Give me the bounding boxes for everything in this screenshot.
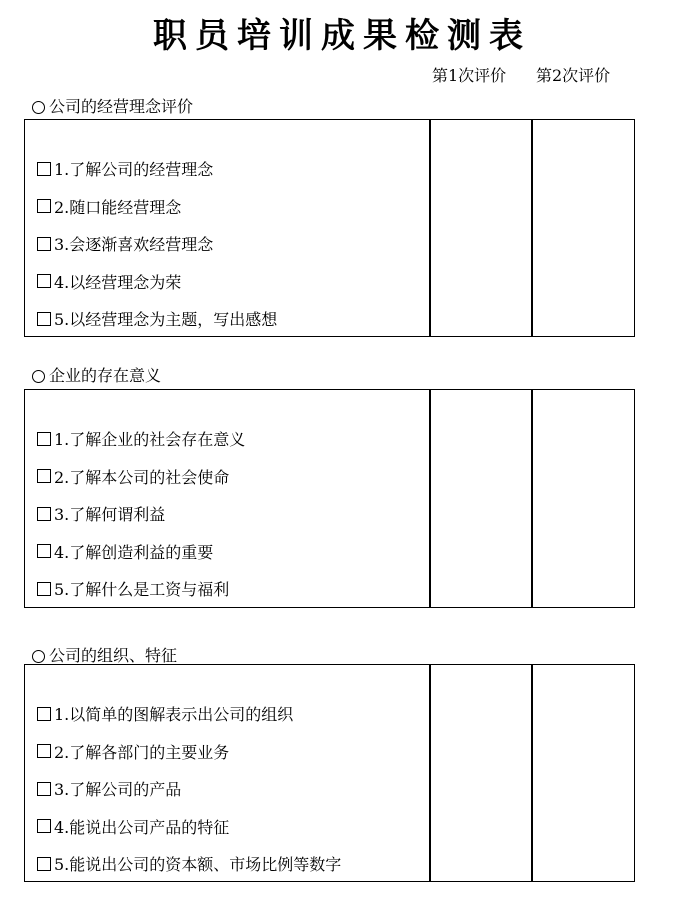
- checkbox-icon[interactable]: [37, 432, 51, 446]
- checkbox-icon[interactable]: [37, 237, 51, 251]
- item-label: 1.以简单的图解表示出公司的组织: [54, 705, 294, 725]
- section-box-business-philosophy: [24, 119, 635, 337]
- section-title-text: 企业的存在意义: [49, 366, 162, 385]
- circle-bullet-icon: [32, 650, 45, 663]
- section-title-enterprise-purpose: [32, 365, 161, 387]
- item-label: 1.了解公司的经营理念: [54, 160, 214, 180]
- circle-bullet-icon: [32, 101, 45, 114]
- checkbox-icon[interactable]: [37, 312, 51, 326]
- checkbox-icon[interactable]: [37, 507, 51, 521]
- checklist: [37, 695, 341, 883]
- list-item[interactable]: [37, 570, 245, 608]
- checkbox-icon[interactable]: [37, 469, 51, 483]
- second-evaluation-column-divider: [531, 120, 533, 336]
- checklist: [37, 420, 245, 608]
- list-item[interactable]: [37, 808, 341, 846]
- list-item[interactable]: [37, 263, 277, 301]
- list-item[interactable]: [37, 225, 277, 263]
- item-label: 2.了解本公司的社会使命: [54, 467, 230, 487]
- section-title-text: 公司的经营理念评价: [49, 97, 194, 116]
- item-label: 5.了解什么是工资与福利: [54, 580, 230, 600]
- item-label: 5.能说出公司的资本额、市场比例等数字: [54, 855, 342, 875]
- checklist: [37, 150, 277, 338]
- item-label: 1.了解企业的社会存在意义: [54, 430, 246, 450]
- second-evaluation-column-divider: [531, 665, 533, 881]
- list-item[interactable]: [37, 770, 341, 808]
- checkbox-icon[interactable]: [37, 782, 51, 796]
- first-evaluation-column-divider: [429, 665, 431, 881]
- checkbox-icon[interactable]: [37, 819, 51, 833]
- list-item[interactable]: [37, 150, 277, 188]
- section-title-text: 公司的组织、特征: [49, 646, 178, 665]
- item-label: 3.了解何谓利益: [54, 505, 166, 525]
- page-title: 职员培训成果检测表: [153, 16, 531, 56]
- item-label: 3.了解公司的产品: [54, 780, 182, 800]
- section-box-enterprise-purpose: [24, 389, 635, 608]
- item-label: 4.以经营理念为荣: [54, 272, 182, 292]
- list-item[interactable]: [37, 495, 245, 533]
- section-box-organization-features: [24, 664, 635, 882]
- item-label: 4.了解创造利益的重要: [54, 542, 214, 562]
- checkbox-icon[interactable]: [37, 744, 51, 758]
- item-label: 5.以经营理念为主题，写出感想: [54, 310, 278, 330]
- first-evaluation-column-divider: [429, 390, 431, 607]
- item-label: 4.能说出公司产品的特征: [54, 817, 230, 837]
- item-label: 2.随口能经营理念: [54, 197, 182, 217]
- list-item[interactable]: [37, 300, 277, 338]
- item-label: 2.了解各部门的主要业务: [54, 742, 230, 762]
- checkbox-icon[interactable]: [37, 199, 51, 213]
- checkbox-icon[interactable]: [37, 544, 51, 558]
- item-label: 3.会逐渐喜欢经营理念: [54, 235, 214, 255]
- first-evaluation-header: 第1次评价: [432, 66, 507, 85]
- second-evaluation-column-divider: [531, 390, 533, 607]
- first-evaluation-column-divider: [429, 120, 431, 336]
- list-item[interactable]: [37, 420, 245, 458]
- list-item[interactable]: [37, 458, 245, 496]
- list-item[interactable]: [37, 533, 245, 571]
- list-item[interactable]: [37, 695, 341, 733]
- checkbox-icon[interactable]: [37, 274, 51, 288]
- checkbox-icon[interactable]: [37, 857, 51, 871]
- list-item[interactable]: [37, 188, 277, 226]
- checkbox-icon[interactable]: [37, 707, 51, 721]
- list-item[interactable]: [37, 845, 341, 883]
- circle-bullet-icon: [32, 370, 45, 383]
- checkbox-icon[interactable]: [37, 582, 51, 596]
- list-item[interactable]: [37, 733, 341, 771]
- section-title-business-philosophy: [32, 96, 193, 118]
- checkbox-icon[interactable]: [37, 162, 51, 176]
- second-evaluation-header: 第2次评价: [536, 66, 611, 85]
